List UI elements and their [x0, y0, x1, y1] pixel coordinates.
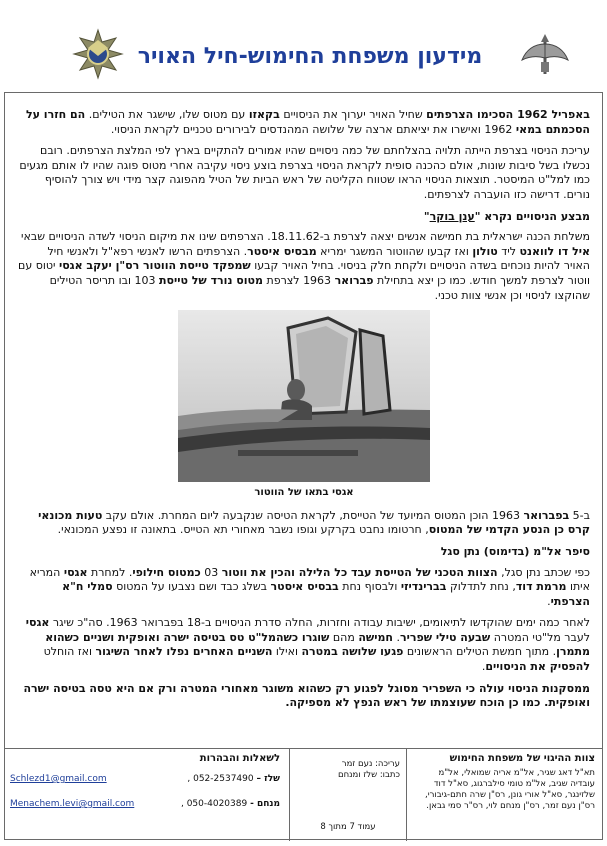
text-run: איל דו לוואנט [519, 244, 590, 258]
editor-credit: עריכה: נעם זמר [341, 759, 400, 769]
text-run: שחיל האויר יערוך את הניסויים [279, 108, 427, 121]
paragraph-1 [18, 108, 590, 137]
text-run: לאחר כמה ימים שהוקדשו לתיאומים, ישיבות עבודה וחזרות, החלה סדרת הניסויים ב-18 בפברואר 1963. סה"כ שיגר [49, 616, 590, 630]
section-subtitle-1 [18, 210, 590, 225]
page-title: מידעון משפחת החימוש-חיל האויר [137, 44, 483, 69]
paragraph-7 [18, 682, 590, 711]
text-run: ואז קבעו שהווטור המשגר ימריא [316, 244, 473, 258]
text-run: חמישה [358, 630, 393, 644]
contact-phone: 052-2537490 , [187, 774, 254, 784]
contact-title: לשאלות והבהרות [199, 753, 280, 764]
text-run: בבסיס איסטר [270, 580, 339, 594]
page-number: עמוד 7 מתוך 8 [320, 822, 376, 832]
text-run: ואילו [272, 645, 302, 659]
text-run: יטוס עם ווטור לצרפת למשך חודש. כמו כן יצא בתחילת [18, 259, 590, 287]
text-run: 03 [200, 565, 222, 579]
photo-caption: אגסי בתאו של הווטור [254, 487, 354, 499]
section-subtitle-2: סיפר אל"מ (בדימוס) נתן סגל [440, 544, 590, 558]
text-run: 103 ובו תריסר הטילים שהוקצו לניסוי וכן אנשי צוות טכני. [49, 273, 590, 302]
text-run: כמטוס חילופי [132, 565, 201, 579]
contact-email-link[interactable]: Schlezd1@gmail.com [10, 774, 107, 784]
text-run: 1963 לצרפת [262, 273, 335, 287]
text-run: סמלי ח"א הצרפתי [62, 580, 590, 608]
paragraph-3 [18, 230, 590, 303]
steering-team [408, 749, 603, 841]
paragraph-4 [18, 509, 590, 538]
footer [4, 748, 603, 840]
text-run: עם מטוס שלו, שישגר את הטילים. [85, 108, 249, 121]
contact-phone: 050-4020389 , [180, 799, 248, 809]
text-run: , נחת לתדלוק [446, 580, 516, 594]
text-run: עריכת הניסוי בצרפת הייתה תלויה בהצלחתם של כמה ניסויים שהיו אמורים להתקיים בארץ לפי המלצת הצרפתים. רובם נכשלו בשל סיבות שונות, אולם כהכנה סופית לקראת הניסוי בצרפת בוצע ניסוי עקיבה אחרי מטוס פוגה שהיו לו אותם מגעים כמו למל"ט המיסטר. תוצאות הניסוי הראו שטווח הקליטה של ראש הביות של הטיל מהפוגה קצר מידי ויש צורך להוסיף נורים. דרישה כזו הועברה לצרפתים. [19, 144, 590, 201]
text-run: בפברואר [523, 508, 570, 522]
text-run: לעבר מל"טי המטרה [490, 630, 590, 644]
text-run: . למחרת [87, 565, 133, 579]
contact-section [4, 749, 288, 841]
text-run: ענן בוקר [429, 209, 475, 223]
editorial-credits [289, 749, 407, 841]
text-run: . מתוך חמשת הטילים הראשונים [403, 645, 557, 659]
text-run: מבסיס איסטר [247, 244, 317, 258]
contact-row [10, 799, 280, 810]
text-run: מהם [329, 630, 359, 644]
contact-info [181, 799, 280, 810]
header [0, 0, 607, 92]
text-run: 1963 הוכן המטוס המיועד של הטייסת, לקראת הטיסה שנקבעה ליום המחרת. אולם עקב [102, 508, 524, 522]
text-run: . [481, 660, 486, 674]
text-run: משלחת הכנה ישראלית בת חמישה אנשים יצאה לצרפת ב-18.11.62. הצרפתים שינו את מיקום הניסוי לשדה הניסויים שבאי [21, 230, 590, 244]
text-run: שבעה טילי שפריר [399, 630, 491, 644]
text-run: באפריל [547, 108, 590, 121]
text-run: ב-5 [569, 508, 590, 522]
contact-name: שלז – [256, 774, 280, 784]
text-run: המריא איתו [29, 565, 590, 594]
text-run: מרמת דוד [515, 580, 567, 594]
text-run: מבצע הניסויים נקרא " [474, 209, 590, 223]
text-run: , חרטומו נחבט בקרקע וגופו נשבר מאחורי תא הטייס. בתאונה זו נפצע המכונאי. [57, 523, 429, 537]
text-run: שמפקד טייסת הווטור רס"ן יעקב אגסי [58, 259, 251, 273]
contact-name: מנחם - [250, 799, 280, 809]
writers-credit: כתבו: שלז ומנחם [337, 770, 400, 780]
text-run: טולון [472, 244, 498, 258]
text-run: הצוות הטכני של הטייסת עבד כל הלילה והכין את ווטור [221, 565, 498, 579]
text-run: 1962 הסכימו הצרפתים [426, 108, 548, 121]
photo-container [178, 310, 430, 482]
text-run: פברואר [334, 273, 374, 287]
text-run: . הצרפתים הרשו לאנשי רפא"ל ולאנשי חיל האויר להיות נוכחים בשדה הניסויים ולקחת חלק בניסוי. בחיל האויר קבעו [47, 244, 590, 273]
text-run: ואז הוחלט [43, 645, 96, 659]
paragraph-2 [18, 144, 590, 202]
text-run: ולבסוף נחת [338, 580, 401, 594]
text-run: בקאזו [248, 108, 280, 121]
text-run: טעות מכונאי קרס כן הנסע הקדמי של המטוס [38, 508, 590, 537]
paragraph-6 [18, 616, 590, 674]
text-run: להפסיק את הניסויים [485, 660, 590, 674]
cockpit-photo [178, 310, 430, 482]
text-run: " [423, 209, 430, 223]
text-run: כפי שכתב נתן סגל, [497, 565, 590, 579]
text-run: הם חזרו על הסכמתם במאי [26, 108, 590, 136]
text-run: 1962 ואישרו את יציאתם ארצה של שלושה המהנדסים לבירורים טכניים לקראת הניסוי. [110, 122, 516, 136]
text-run: ממסקנות הניסוי עולה כי השפריר מסוגל לפגוע רק כשהוא משוגר מאחורי המטרה ורק אם היא טסה בטיסה ישרה ואופקית. כמו כן הוכח שעוצמתו של ראש הנפץ לא מספיקה. [23, 681, 590, 710]
steering-team-title: צוות ההיגוי של משפחת החימוש [449, 753, 595, 764]
contact-info [187, 774, 280, 785]
text-run: . [392, 630, 400, 644]
text-run: בשלג כבד ושם נצבעו על המטוס [112, 580, 271, 594]
text-run: פגעו שלושה במטרה [301, 645, 404, 659]
ordnance-wings-emblem-icon [520, 30, 570, 80]
steering-team-members: תא"ל דאג שגיר, אל"מ אריה שמואלי, אל"מ עובדיה שגיב, אל"מ טומי סילברגוג, סא"ל דוד שלזינגר, סא"ל אורי גונן, רס"ן שרה חתם-גיבורי, רס"ן נעם זמר, רס"ן מנחם לוי, רס"ר סמי גבאן. [425, 768, 595, 811]
text-run: אגסי [63, 565, 88, 579]
article-body [18, 108, 590, 718]
contact-email-link[interactable]: Menachem.levi@gmail.com [10, 799, 135, 809]
text-run: אגסי [25, 616, 50, 630]
paragraph-5 [18, 566, 590, 610]
contact-row [10, 774, 280, 785]
text-run: . [547, 594, 551, 608]
text-run: ליד [497, 244, 520, 258]
text-run: מטוס נורד של טייסת [159, 273, 263, 287]
text-run: שוגרו כשהמל"ט טס בטיסה ישרה ואופקית ושניים כשהוא מתמרן [45, 630, 590, 659]
text-run: בברינדיזי [400, 580, 447, 594]
text-run: השניים האחרים נפלו לאחר השיגור [95, 645, 273, 659]
